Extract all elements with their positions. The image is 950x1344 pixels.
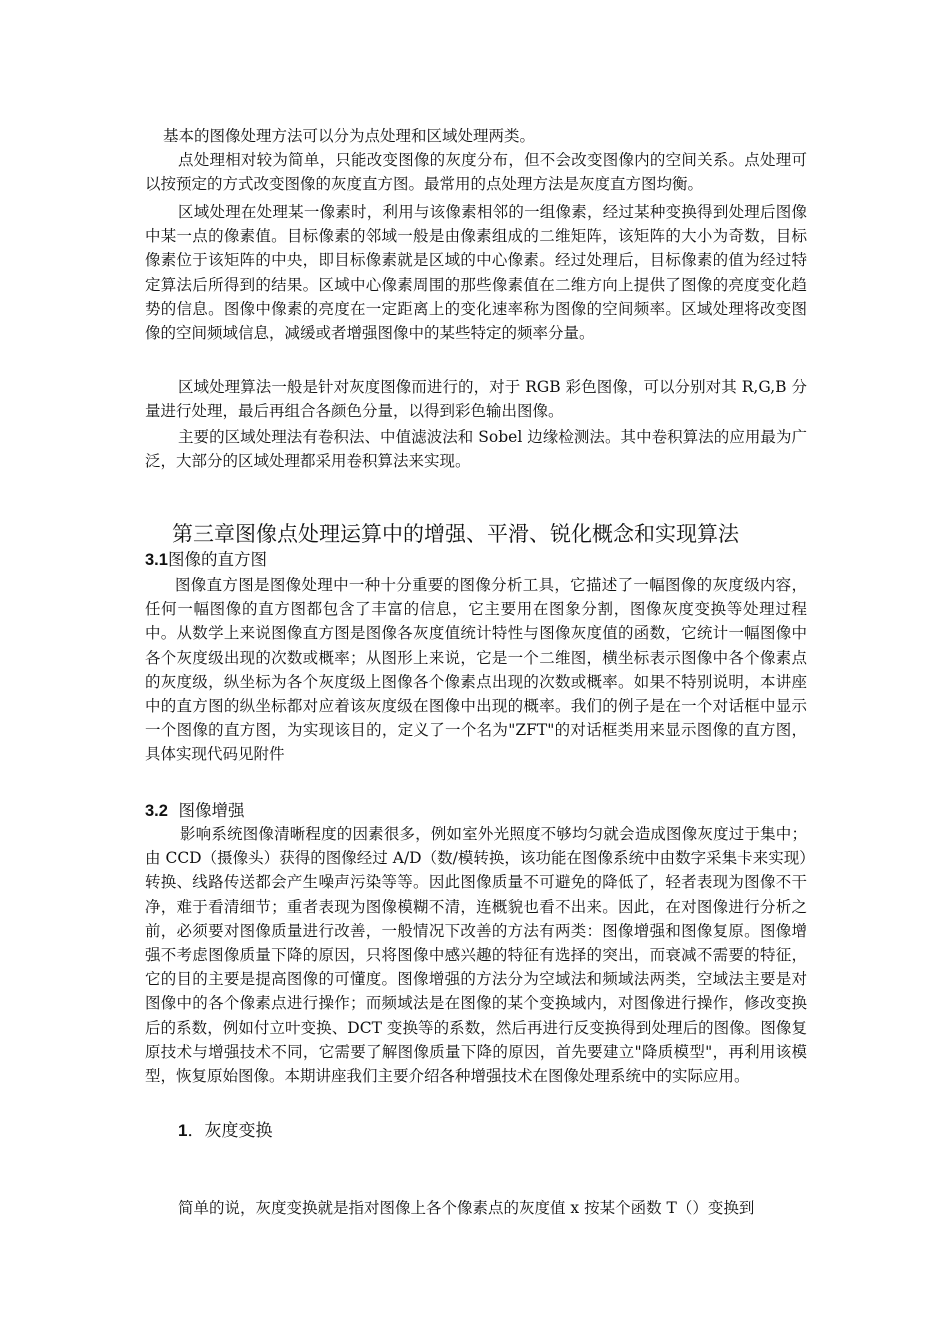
section-3-1-paragraph: 图像直方图是图像处理中一种十分重要的图像分析工具，它描述了一幅图像的灰度级内容，任何一幅图像的直方图都包含了丰富的信息，它主要用在图象分割，图像灰度变换等处理过程中。从数学上来说图像直方图是图像各灰度值统计特性与图像灰度值的函数，它统计一幅图像中各个灰度级出现的次数或概率；从图形上来说，它是一个二维图，横坐标表示图像中各个像素点的灰度级，纵坐标为各个灰度级上图像各个像素点出现的次数或概率。如果不特别说明，本讲座中的直方图的纵坐标都对应着该灰度级在图像中出现的概率。我们的例子是在一个对话框中显示一个图像的直方图，为实现该目的，定义了一个名为"ZFT"的对话框类用来显示图像的直方图，具体实现代码见附件 [145, 576, 807, 764]
subsection-number: 1 [178, 1121, 188, 1140]
section-title: 图像增强 [178, 801, 245, 820]
subsection-heading-1 [178, 1119, 272, 1143]
intro-paragraph-4: 区域处理算法一般是针对灰度图像而进行的，对于 RGB 彩色图像，可以分别对其 R,G,B 分量进行处理，最后再组合各颜色分量，以得到彩色输出图像。 [145, 378, 807, 421]
section-heading-3-1 [145, 548, 267, 572]
intro-paragraph-5: 主要的区域处理法有卷积法、中值滤波法和 Sobel 边缘检测法。其中卷积算法的应用最为广泛，大部分的区域处理都采用卷积算法来实现。 [145, 428, 807, 471]
section-3-2-paragraph: 影响系统图像清晰程度的因素很多，例如室外光照度不够均匀就会造成图像灰度过于集中；由 CCD（摄像头）获得的图像经过 A/D（数/模转换，该功能在图像系统中由数字采集卡来实现）转换、线路传送都会产生噪声污染等等。因此图像质量不可避免的降低了，轻者表现为图像不干净，难于看清细节；重者表现为图像模糊不清，连概貌也看不出来。因此，在对图像进行分析之前，必须要对图像质量进行改善，一般情况下改善的方法有两类：图像增强和图像复原。图像增强不考虑图像质量下降的原因，只将图像中感兴趣的特征有选择的突出，而衰减不需要的特征，它的目的主要是提高图像的可懂度。图像增强的方法分为空域法和频域法两类，空域法主要是对图像中的各个像素点进行操作；而频域法是在图像的某个变换域内，对图像进行操作，修改变换后的系数，例如付立叶变换、DCT 变换等的系数，然后再进行反变换得到处理后的图像。图像复原技术与增强技术不同，它需要了解图像质量下降的原因，首先要建立"降质模型"，再利用该模型，恢复原始图像。本期讲座我们主要介绍各种增强技术在图像处理系统中的实际应用。 [145, 825, 807, 1086]
chapter-title: 第三章图像点处理运算中的增强、平滑、锐化概念和实现算法 [172, 522, 739, 546]
section-title: 图像的直方图 [167, 550, 267, 569]
section-number: 3.1 [145, 551, 168, 569]
intro-paragraph-3: 区域处理在处理某一像素时，利用与该像素相邻的一组像素，经过某种变换得到处理后图像中某一点的像素值。目标像素的邻域一般是由像素组成的二维矩阵，该矩阵的大小为奇数，目标像素位于该矩阵的中央，即目标像素就是区域的中心像素。经过处理后，目标像素的值为经过特定算法后所得到的结果。区域中心像素周围的那些像素值在二维方向上提供了图像的亮度变化趋势的信息。图像中像素的亮度在一定距离上的变化速率称为图像的空间频率。区域处理将改变图像的空间频域信息，减缓或者增强图像中的某些特定的频率分量。 [145, 203, 807, 343]
subsection-title: ．灰度变换 [187, 1121, 273, 1141]
section-number: 3.2 [145, 802, 168, 820]
subsection-1-paragraph: 简单的说，灰度变换就是指对图像上各个像素点的灰度值 x 按某个函数 T（）变换到 [178, 1199, 755, 1217]
section-heading-3-2 [145, 799, 244, 823]
intro-paragraph-1: 基本的图像处理方法可以分为点处理和区域处理两类。 [163, 127, 536, 145]
intro-paragraph-2: 点处理相对较为简单，只能改变图像的灰度分布，但不会改变图像内的空间关系。点处理可以按预定的方式改变图像的灰度直方图。最常用的点处理方法是灰度直方图均衡。 [145, 151, 807, 194]
